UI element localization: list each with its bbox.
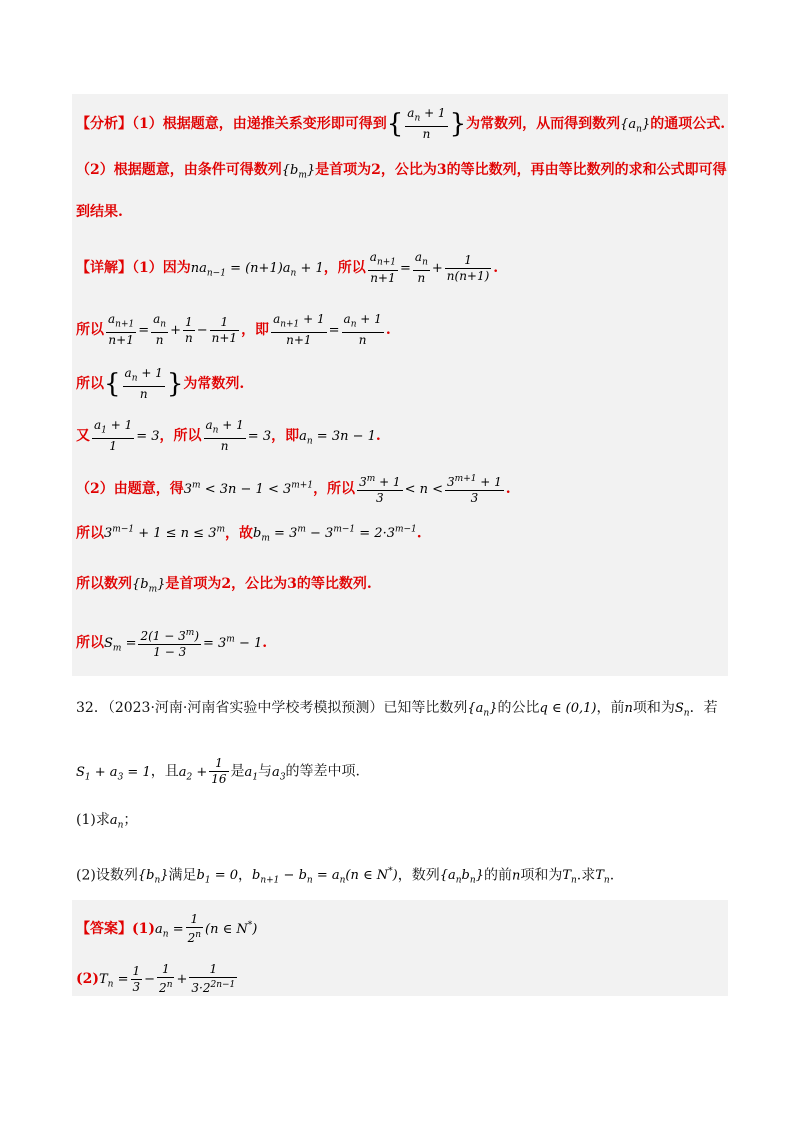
detail-line-5: （2）由题意，得$3^m < 3n - 1 < 3^{m+1}$，所以 $\frac{3^m + 1}{3}$ < n < $\frac{3^{m+1} + 1}{3}$ . xyxy=(76,474,511,505)
problem-number: 32． xyxy=(76,700,108,716)
problem-q1: (1)求$a_n$； xyxy=(76,812,138,831)
problem-line-2: $S_1 + a_3 = 1$，且$a_2$ + $\frac{1}{16}$ 是$a_1$与$a_3$的等差中项. xyxy=(76,756,360,786)
detail-line-1: 【详解】（1）因为$na_{n-1} = (n+1)a_n + 1$，所以 $\frac{a_{n+1}}{n+1}$ = $\frac{a_n}{n}$ + $\frac{1}{n(n+1)}$ . xyxy=(76,250,499,286)
detail-tag: 【详解】 xyxy=(76,260,132,277)
analysis-tag: 【分析】 xyxy=(76,116,132,133)
detail-line-8: 所以$S_m$ = $\frac{2(1 - 3^m)}{1 - 3}$ = $3^m - 1$. xyxy=(76,628,268,659)
answer-line-2: $(2)T_n$ = $\frac{1}{3}$ − $\frac{1}{2^n}$ + $\frac{1}{3\cdot 2^{2n-1}}$ xyxy=(76,962,236,995)
detail-line-6: 所以$3^{m-1} + 1 \le n \le 3^m$，故$b_m = 3^m - 3^{m-1} = 2\cdot 3^{m-1}$. xyxy=(76,525,422,544)
answer-tag: 【答案】 xyxy=(76,921,132,937)
answer-line-1: 【答案】$(1)a_n$ = $\frac{1}{2^n}$ (n ∈ N*) xyxy=(76,912,258,945)
problem-q2: (2)设数列$\{b_n\}$满足$b_1 = 0$，$b_{n+1} - b_n = a_n(n$ ∈ N*)，数列$\{a_nb_n\}$的前n项和为$T_n$.求$T_n$. xyxy=(76,867,615,886)
analysis-line-3: 到结果. xyxy=(76,204,123,220)
detail-line-3: 所以{ $\frac{a_n + 1}{n}$ }为常数列. xyxy=(76,366,245,402)
analysis-line-2: （2）根据题意，由条件可得数列$\{b_m\}$是首项为2，公比为3的等比数列，再由等比数列的求和公式即可得 xyxy=(76,162,727,181)
detail-line-2: 所以 $\frac{a_{n+1}}{n+1}$ = $\frac{a_n}{n}$ + $\frac{1}{n}$ − $\frac{1}{n+1}$ ，即 $\frac{a_{n+1} + 1}{n+1}$ = $\frac{a_n + 1}{n}$ . xyxy=(76,312,391,348)
detail-line-7: 所以数列$\{b_m\}$是首项为2，公比为3的等比数列. xyxy=(76,576,372,595)
analysis-line-1: 【分析】（1）根据题意，由递推关系变形即可得到{ $\frac{a_n + 1}{n}$ }为常数列，从而得到数列$\{a_n\}$的通项公式. xyxy=(76,106,726,142)
problem-line-1: 32．（2023·河南·河南省实验中学校考模拟预测）已知等比数列$\{a_n\}$的公比q ∈ (0,1)，前n项和为$S_n$．若 xyxy=(76,700,718,719)
detail-line-4: 又 $\frac{a_1 + 1}{1}$ = 3，所以 $\frac{a_n + 1}{n}$ = 3，即$a_n = 3n - 1$. xyxy=(76,418,381,454)
